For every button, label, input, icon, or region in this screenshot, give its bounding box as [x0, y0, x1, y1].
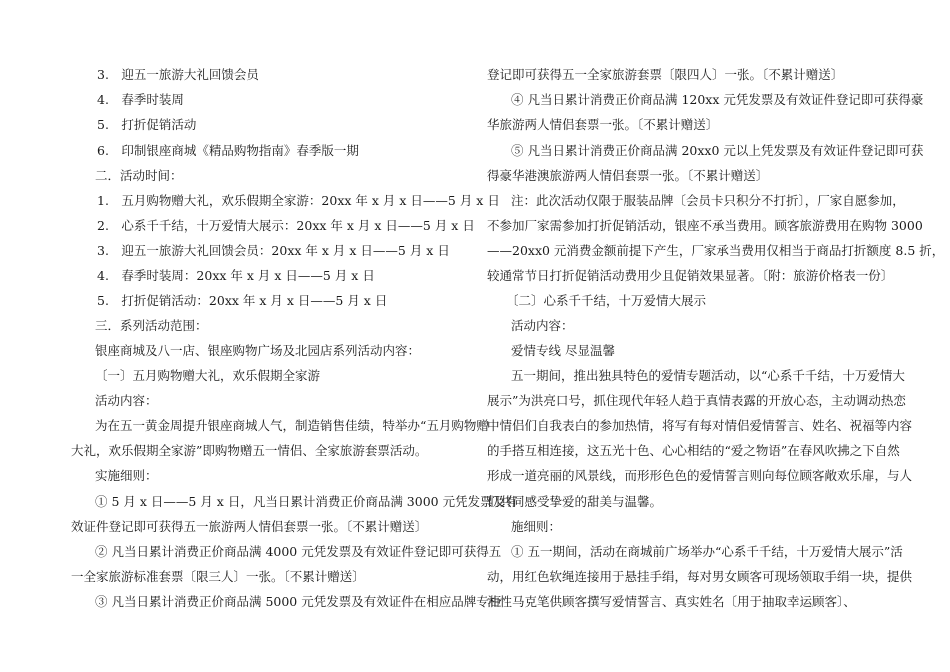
text-line: 实施细则： — [95, 468, 158, 483]
text-line: 1. 五月购物赠大礼，欢乐假期全家游：20xx 年 x 月 x 日——5 月 x 日 — [97, 193, 500, 208]
text-line: 形成一道亮丽的风景线，而形形色色的爱情誓言则向每位顾客敞欢乐扉，与人 — [487, 468, 913, 483]
text-line: 3. 迎五一旅游大礼回馈会员 — [97, 67, 259, 82]
text-line: 银座商城及八一店、银座购物广场及北园店系列活动内容： — [95, 343, 421, 358]
text-line: 登记即可获得五一全家旅游套票〔限四人〕一张。〔不累计赠送〕 — [487, 67, 844, 82]
text-line: 一全家旅游标准套票〔限三人〕一张。〔不累计赠送〕 — [71, 569, 365, 584]
text-line: 五一期间，推出独具特色的爱情专题活动，以“心系千千结，十万爱情大 — [511, 368, 905, 383]
text-line: 的手搭互相连接，这五光十色、心心相结的“爱之物语”在春风吹拂之下自然 — [487, 443, 900, 458]
text-line: 不参加厂家需参加打折促销活动，银座不承当费用。顾客旅游费用在购物 3000 — [487, 218, 923, 233]
section-heading: 二．活动时间： — [95, 168, 183, 183]
text-line: 施细则： — [511, 519, 562, 534]
text-line: 爱情专线 尽显温馨 — [511, 343, 615, 358]
text-line: 活动内容： — [511, 318, 574, 333]
text-line: ——20xx0 元消费金额前提下产生，厂家承当费用仅相当于商品打折额度 8.5 折， — [487, 243, 945, 258]
text-line: ⑤ 凡当日累计消费正价商品满 20xx0 元以上凭发票及有效证件登记即可获 — [511, 143, 924, 158]
text-line: 展示”为洪亮口号，抓住现代年轻人趋于真情表露的开放心态，主动调动热恋 — [487, 393, 906, 408]
text-line: 油性马克笔供顾客撰写爱情誓言、真实姓名〔用于抽取幸运顾客〕、 — [487, 594, 856, 609]
text-line: 们共同感受挚爱的甜美与温馨。 — [487, 494, 663, 509]
text-line: 为在五一黄金周提升银座商城人气，制造销售佳绩，特举办“五月购物赠 — [95, 418, 489, 433]
text-line: 注：此次活动仅限于服装品牌〔会员卡只积分不打折〕，厂家自愿参加， — [511, 193, 905, 208]
text-line: 5. 打折促销活动 — [97, 117, 197, 132]
text-line: 动，用红色软绳连接用于悬挂手绢，每对男女顾客可现场领取手绢一块，提供 — [487, 569, 913, 584]
text-line: ① 五一期间，活动在商城前广场举办“心系千千结，十万爱情大展示”活 — [511, 544, 903, 559]
text-line: 4. 春季时装周：20xx 年 x 月 x 日——5 月 x 日 — [97, 268, 375, 283]
subsection-heading: 〔一〕五月购物赠大礼，欢乐假期全家游 — [95, 368, 321, 383]
text-line: 得豪华港澳旅游两人情侣套票一张。〔不累计赠送〕 — [487, 168, 769, 183]
text-line: ④ 凡当日累计消费正价商品满 120xx 元凭发票及有效证件登记即可获得豪 — [511, 92, 924, 107]
text-line: 6. 印制银座商城《精品购物指南》春季版一期 — [97, 143, 359, 158]
text-line: 中情侣们自我表白的参加热情，将写有每对情侣爱情誓言、姓名、祝福等内容 — [487, 418, 913, 433]
text-line: 4. 春季时装周 — [97, 92, 184, 107]
text-line: 效证件登记即可获得五一旅游两人情侣套票一张。〔不累计赠送〕 — [71, 519, 428, 534]
text-line: 大礼，欢乐假期全家游”即购物赠五一情侣、全家旅游套票活动。 — [71, 443, 428, 458]
text-line: 华旅游两人情侣套票一张。〔不累计赠送〕 — [487, 117, 719, 132]
text-line: 较通常节日打折促销活动费用少且促销效果显著。〔附：旅游价格表一份〕 — [487, 268, 894, 283]
subsection-heading: 〔二〕心系千千结，十万爱情大展示 — [506, 293, 707, 308]
text-line: 3. 迎五一旅游大礼回馈会员：20xx 年 x 月 x 日——5 月 x 日 — [97, 243, 450, 258]
section-heading: 三．系列活动范围： — [95, 318, 208, 333]
text-line: 5. 打折促销活动：20xx 年 x 月 x 日——5 月 x 日 — [97, 293, 388, 308]
text-line: ① 5 月 x 日——5 月 x 日，凡当日累计消费正价商品满 3000 元凭发票及有 — [95, 494, 518, 509]
text-line: ③ 凡当日累计消费正价商品满 5000 元凭发票及有效证件在相应品牌专柜 — [95, 594, 502, 609]
text-line: 2. 心系千千结，十万爱情大展示：20xx 年 x 月 x 日——5 月 x 日 — [97, 218, 475, 233]
text-line: ② 凡当日累计消费正价商品满 4000 元凭发票及有效证件登记即可获得五 — [95, 544, 502, 559]
text-line: 活动内容： — [95, 393, 158, 408]
